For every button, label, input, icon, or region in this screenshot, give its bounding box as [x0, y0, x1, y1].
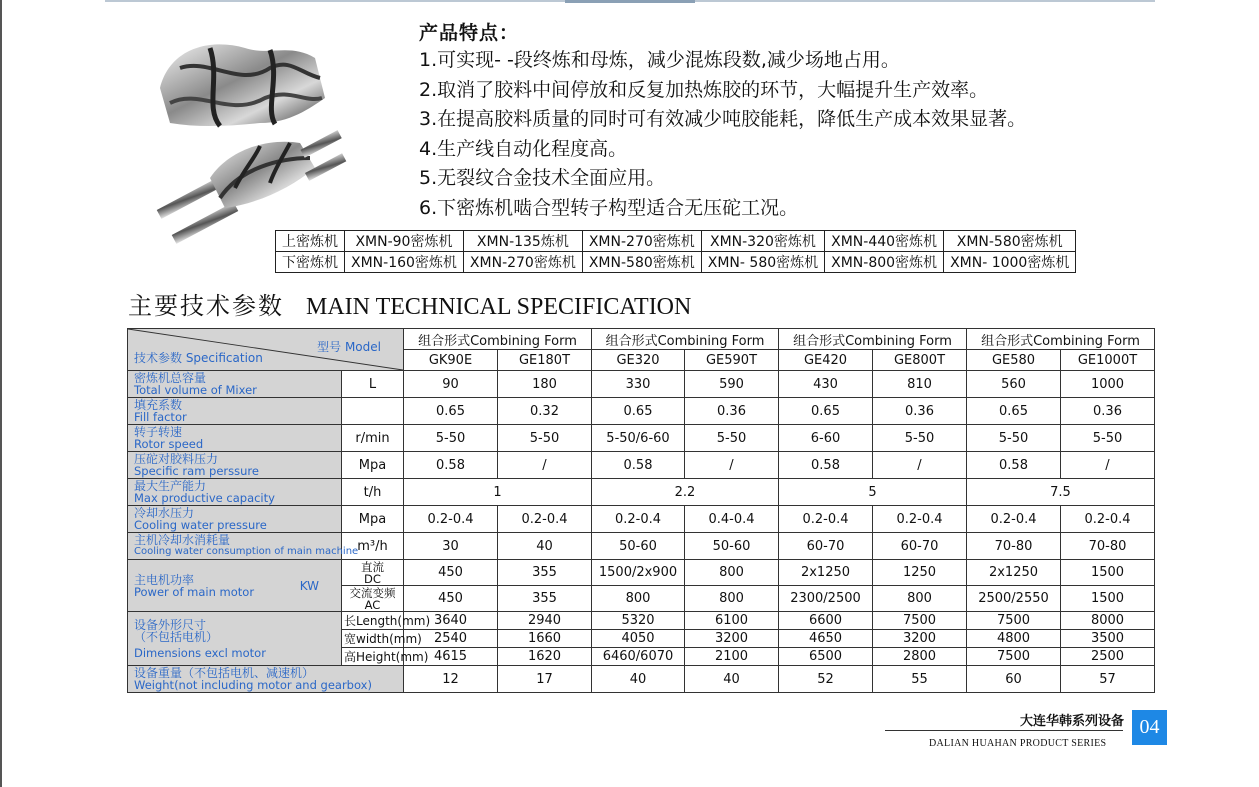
table-cell: 6100: [685, 612, 779, 630]
table-cell: 800: [685, 560, 779, 586]
header-model-label: 型号 Model: [317, 340, 381, 354]
feature-item: 2.取消了胶料中间停放和反复加热炼胶的环节，大幅提升生产效率。: [419, 78, 989, 101]
table-cell: 3640: [404, 612, 498, 630]
row-unit: [342, 398, 404, 425]
combining-form-header: 组合形式Combining Form: [779, 329, 967, 350]
table-cell: 0.65: [404, 398, 498, 425]
table-row: [128, 666, 1155, 693]
row-sub-label-dc: 直流 DC: [342, 560, 404, 586]
table-cell: 0.65: [592, 398, 685, 425]
table-cell: XMN-440密炼机: [825, 231, 944, 252]
row-label-fill-factor: 填充系数 Fill factor: [128, 398, 342, 425]
table-cell: XMN-135炼机: [463, 231, 582, 252]
row-label-dimensions: 设备外形尺寸 （不包括电机） Dimensions excl motor: [128, 612, 342, 666]
footer-company-cn: 大连华韩系列设备: [1020, 714, 1125, 729]
table-cell: 1000: [1061, 371, 1155, 398]
table-cell: 355: [498, 586, 592, 612]
table-cell: 57: [1061, 666, 1155, 693]
row-label-capacity: 最大生产能力 Max productive capacity: [128, 479, 342, 506]
row-label-weight: 设备重量（不包括电机、减速机） Weight(not including motor and gearbox): [128, 666, 404, 693]
table-cell: 1: [404, 479, 592, 506]
section-title-cn: 主要技术参数: [128, 292, 284, 320]
motor-power-unit: KW: [299, 579, 319, 593]
table-cell: 30: [404, 533, 498, 560]
row-sub-label-length: 长Length(mm): [342, 612, 404, 630]
table-cell: 0.65: [779, 398, 873, 425]
table-cell: 下密炼机: [276, 252, 345, 273]
table-cell: 60-70: [873, 533, 967, 560]
features-list: [419, 46, 1026, 223]
table-cell: XMN-800密炼机: [825, 252, 944, 273]
table-cell: 50-60: [592, 533, 685, 560]
table-cell: 90: [404, 371, 498, 398]
table-cell: 5320: [592, 612, 685, 630]
table-cell: 52: [779, 666, 873, 693]
table-cell: 8000: [1061, 612, 1155, 630]
table-cell: 5-50: [685, 425, 779, 452]
rotor-illustration: [150, 28, 350, 238]
table-cell: 2800: [873, 648, 967, 666]
table-cell: 0.2-0.4: [498, 506, 592, 533]
table-row: [128, 506, 1155, 533]
table-cell: 800: [685, 586, 779, 612]
model-header: GK90E: [404, 350, 498, 371]
page-top-accent: [565, 0, 695, 3]
table-row: [128, 452, 1155, 479]
table-cell: 40: [498, 533, 592, 560]
mixer-pairing-table: [275, 230, 1076, 273]
table-cell: 0.2-0.4: [967, 506, 1061, 533]
table-cell: 6460/6070: [592, 648, 685, 666]
table-cell: 0.2-0.4: [404, 506, 498, 533]
row-label-cooling-pressure: 冷却水压力 Cooling water pressure: [128, 506, 342, 533]
table-cell: 450: [404, 586, 498, 612]
table-cell: XMN-270密炼机: [582, 231, 701, 252]
table-row: [276, 231, 1076, 252]
row-label-motor-power: 主电机功率 Power of main motor KW: [128, 560, 342, 612]
section-title: [128, 286, 691, 321]
row-unit: t/h: [342, 479, 404, 506]
table-cell: 0.2-0.4: [873, 506, 967, 533]
table-cell: 800: [592, 586, 685, 612]
table-cell: 0.58: [779, 452, 873, 479]
table-cell: /: [873, 452, 967, 479]
table-cell: 1620: [498, 648, 592, 666]
table-cell: 40: [685, 666, 779, 693]
table-cell: 5-50/6-60: [592, 425, 685, 452]
model-header: GE420: [779, 350, 873, 371]
table-cell: 810: [873, 371, 967, 398]
row-unit: m³/h: [342, 533, 404, 560]
model-header: GE320: [592, 350, 685, 371]
table-cell: 50-60: [685, 533, 779, 560]
table-cell: 2300/2500: [779, 586, 873, 612]
table-cell: /: [1061, 452, 1155, 479]
table-cell: 17: [498, 666, 592, 693]
table-cell: 6600: [779, 612, 873, 630]
table-row: [128, 329, 1155, 350]
table-cell: 3200: [685, 630, 779, 648]
table-cell: 0.58: [967, 452, 1061, 479]
table-cell: 2500: [1061, 648, 1155, 666]
row-unit: Mpa: [342, 506, 404, 533]
table-cell: 2940: [498, 612, 592, 630]
table-cell: 0.2-0.4: [779, 506, 873, 533]
table-cell: 0.58: [404, 452, 498, 479]
table-cell: 4615: [404, 648, 498, 666]
features-title: 产品特点：: [419, 22, 520, 44]
table-cell: 12: [404, 666, 498, 693]
combining-form-header: 组合形式Combining Form: [967, 329, 1155, 350]
model-header: GE1000T: [1061, 350, 1155, 371]
table-cell: XMN-270密炼机: [463, 252, 582, 273]
table-row: [128, 425, 1155, 452]
table-cell: 450: [404, 560, 498, 586]
table-cell: 2100: [685, 648, 779, 666]
table-cell: 1660: [498, 630, 592, 648]
table-cell: 60: [967, 666, 1061, 693]
model-header: GE590T: [685, 350, 779, 371]
table-cell: 7.5: [967, 479, 1155, 506]
table-cell: 7500: [967, 612, 1061, 630]
table-cell: 355: [498, 560, 592, 586]
table-cell: 40: [592, 666, 685, 693]
table-row: [128, 533, 1155, 560]
table-row: [276, 252, 1076, 273]
table-cell: 2x1250: [967, 560, 1061, 586]
footer-divider: [885, 730, 1123, 731]
table-cell: 2540: [404, 630, 498, 648]
feature-item: 4.生产线自动化程度高。: [419, 137, 628, 160]
table-cell: 70-80: [1061, 533, 1155, 560]
feature-item: 5.无裂纹合金技术全面应用。: [419, 167, 666, 189]
header-corner-cell: [128, 329, 404, 371]
table-cell: 560: [967, 371, 1061, 398]
table-cell: 7500: [873, 612, 967, 630]
table-cell: 2500/2550: [967, 586, 1061, 612]
table-cell: XMN-90密炼机: [345, 231, 464, 252]
table-cell: XMN-580密炼机: [582, 252, 701, 273]
table-cell: 0.32: [498, 398, 592, 425]
row-label-ram-pressure: 压砣对胶料压力 Specific ram perssure: [128, 452, 342, 479]
table-cell: 0.4-0.4: [685, 506, 779, 533]
table-cell: 5-50: [498, 425, 592, 452]
table-cell: 1500/2x900: [592, 560, 685, 586]
table-cell: 0.58: [592, 452, 685, 479]
feature-item: 1.可实现- -段终炼和母炼，减少混炼段数,减少场地占用。: [419, 49, 900, 71]
table-cell: 590: [685, 371, 779, 398]
page-number-badge: 04: [1132, 710, 1167, 745]
table-cell: 上密炼机: [276, 231, 345, 252]
table-cell: 800: [873, 586, 967, 612]
table-cell: 4050: [592, 630, 685, 648]
table-row: [128, 398, 1155, 425]
section-title-en: MAIN TECHNICAL SPECIFICATION: [306, 294, 692, 320]
table-cell: XMN-580密炼机: [944, 231, 1076, 252]
table-row: [128, 612, 1155, 630]
table-cell: 3200: [873, 630, 967, 648]
table-cell: 1500: [1061, 560, 1155, 586]
combining-form-header: 组合形式Combining Form: [404, 329, 592, 350]
table-cell: XMN- 1000密炼机: [944, 252, 1076, 273]
table-row: [128, 560, 1155, 586]
row-sub-label-height: 高Height(mm): [342, 648, 404, 666]
table-cell: 330: [592, 371, 685, 398]
table-cell: 4800: [967, 630, 1061, 648]
table-cell: 6-60: [779, 425, 873, 452]
table-cell: XMN- 580密炼机: [701, 252, 824, 273]
table-cell: XMN-320密炼机: [701, 231, 824, 252]
feature-item: 3.在提高胶料质量的同时可有效减少吨胶能耗，降低生产成本效果显著。: [419, 108, 1027, 130]
table-cell: 5: [779, 479, 967, 506]
table-cell: 1500: [1061, 586, 1155, 612]
table-cell: 2.2: [592, 479, 779, 506]
header-spec-label: 技术参数 Specification: [134, 351, 263, 365]
row-label-total-volume: 密炼机总容量 Total volume of Mixer: [128, 371, 342, 398]
table-cell: 180: [498, 371, 592, 398]
page-left-border: [0, 0, 2, 787]
table-cell: 5-50: [873, 425, 967, 452]
feature-item: 6.下密炼机啮合型转子构型适合无压砣工况。: [419, 196, 799, 219]
table-cell: XMN-160密炼机: [345, 252, 464, 273]
table-cell: 430: [779, 371, 873, 398]
footer-company-en: DALIAN HUAHAN PRODUCT SERIES: [929, 738, 1107, 749]
model-header: GE800T: [873, 350, 967, 371]
table-cell: 5-50: [1061, 425, 1155, 452]
table-cell: 6500: [779, 648, 873, 666]
table-cell: 60-70: [779, 533, 873, 560]
table-cell: 0.2-0.4: [1061, 506, 1155, 533]
row-unit: Mpa: [342, 452, 404, 479]
table-cell: 5-50: [967, 425, 1061, 452]
spec-table: [127, 328, 1155, 693]
table-cell: 55: [873, 666, 967, 693]
row-label-rotor-speed: 转子转速 Rotor speed: [128, 425, 342, 452]
row-sub-label-width: 宽width(mm): [342, 630, 404, 648]
table-cell: 5-50: [404, 425, 498, 452]
table-cell: 0.36: [1061, 398, 1155, 425]
table-cell: 0.36: [685, 398, 779, 425]
table-cell: 70-80: [967, 533, 1061, 560]
table-cell: 7500: [967, 648, 1061, 666]
table-cell: 0.36: [873, 398, 967, 425]
model-header: GE180T: [498, 350, 592, 371]
table-row: [128, 371, 1155, 398]
row-sub-label-ac: 交流变频 AC: [342, 586, 404, 612]
table-cell: 4650: [779, 630, 873, 648]
table-cell: 0.2-0.4: [592, 506, 685, 533]
model-header: GE580: [967, 350, 1061, 371]
table-cell: /: [498, 452, 592, 479]
combining-form-header: 组合形式Combining Form: [592, 329, 779, 350]
table-cell: 0.65: [967, 398, 1061, 425]
table-cell: /: [685, 452, 779, 479]
table-cell: 2x1250: [779, 560, 873, 586]
table-row: [128, 479, 1155, 506]
table-cell: 3500: [1061, 630, 1155, 648]
row-unit: r/min: [342, 425, 404, 452]
row-unit: L: [342, 371, 404, 398]
table-cell: 1250: [873, 560, 967, 586]
row-label-cooling-consumption: 主机冷却水消耗量 Cooling water consumption of main machine: [128, 533, 342, 560]
